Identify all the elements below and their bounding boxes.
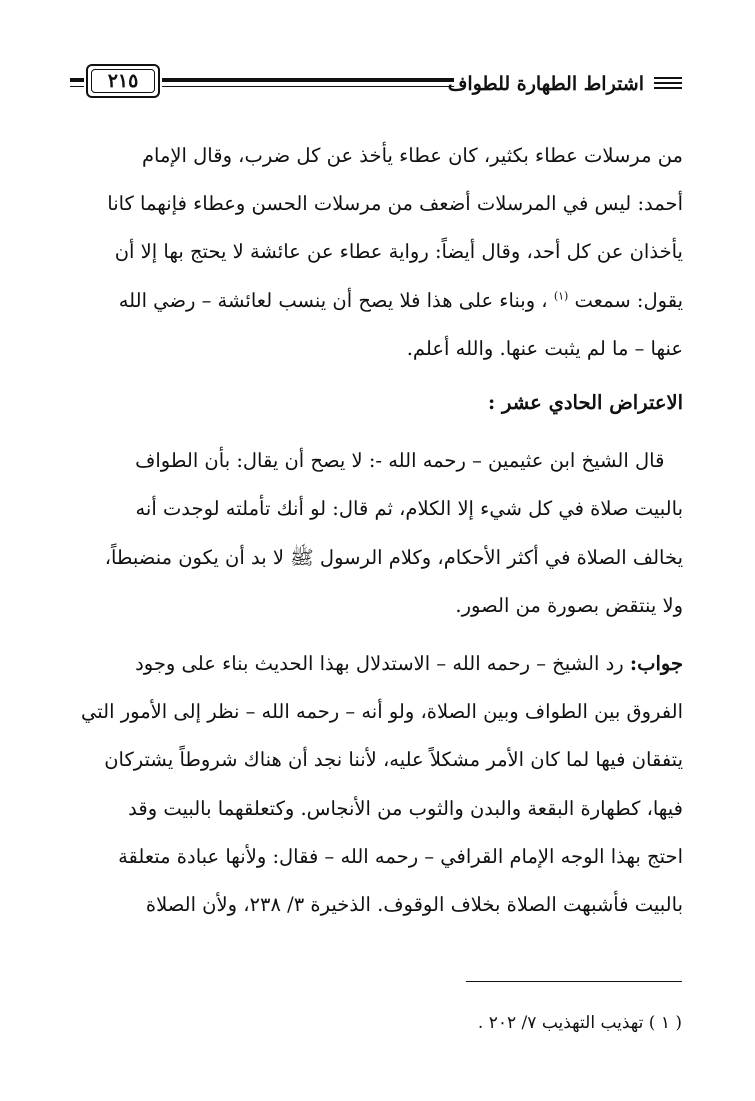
text-line: أحمد: ليس في المرسلات أضعف من مرسلات الحسن وعطاء فإنهما كانا <box>107 192 683 216</box>
text-line: يأخذان عن كل أحد، وقال أيضاً: رواية عطاء عن عائشة لا يحتج بها إلا أن <box>114 240 683 264</box>
header-rule-end <box>70 78 84 87</box>
page-header <box>70 62 682 102</box>
text-line <box>73 640 683 688</box>
text-line <box>73 437 683 485</box>
running-title: اشتراط الطهارة للطواف <box>447 73 644 95</box>
text-line <box>73 277 683 325</box>
page-number: ٢١٥ <box>107 70 139 92</box>
main-text <box>73 132 683 929</box>
footnote-reference[interactable]: (١) <box>553 289 569 303</box>
section-heading: الاعتراض الحادي عشر : <box>488 391 683 415</box>
text-line: عنها – ما لم يثبت عنها. والله أعلم. <box>406 336 683 360</box>
text-line: احتج بهذا الوجه الإمام القرافي – رحمه الله – فقال: ولأنها عبادة متعلقة <box>118 844 683 868</box>
text-line: الفروق بين الطواف وبين الصلاة، ولو أنه – رحمه الله – نظر إلى الأمور التي <box>81 700 683 724</box>
text-line: ولا ينتقض بصورة من الصور. <box>455 593 683 617</box>
text-line: بالبيت فأشبهت الصلاة بخلاف الوقوف. الذخيرة ٣/ ٢٣٨، ولأن الصلاة <box>145 893 683 917</box>
text-line: فيها، كطهارة البقعة والبدن والثوب من الأنجاس. وكتعلقهما بالبيت وقد <box>128 796 683 820</box>
footnote-separator <box>466 981 682 982</box>
page-number-box <box>86 64 160 98</box>
text-line: يتفقان فيها لما كان الأمر مشكلاً عليه، لأننا نجد أن هناك شروطاً يشتركان <box>104 748 683 772</box>
text-line: يخالف الصلاة في أكثر الأحكام، وكلام الرسول ﷺ لا بد أن يكون منضبطاً، <box>104 545 683 569</box>
text-segment: قال الشيخ ابن عثيمين – رحمه الله -: لا يصح أن يقال: بأن الطواف <box>135 449 665 473</box>
header-ornament <box>654 77 682 90</box>
text-line: بالبيت صلاة في كل شيء إلا الكلام، ثم قال: لو أنك تأملته لوجدت أنه <box>135 497 683 521</box>
header-rule <box>162 78 454 87</box>
answer-label: جواب: <box>629 652 683 676</box>
text-segment: يقول: سمعت <box>574 288 683 312</box>
text-line: من مرسلات عطاء بكثير، كان عطاء يأخذ عن كل ضرب، وقال الإمام <box>141 144 683 167</box>
footnote: ( ١ ) تهذيب التهذيب ٧/ ٢٠٢ . <box>477 1013 682 1033</box>
text-segment: رد الشيخ – رحمه الله – الاستدلال بهذا الحديث بناء على وجود <box>135 652 624 676</box>
text-segment: ، وبناء على هذا فلا يصح أن ينسب لعائشة – رضي الله <box>118 288 548 312</box>
